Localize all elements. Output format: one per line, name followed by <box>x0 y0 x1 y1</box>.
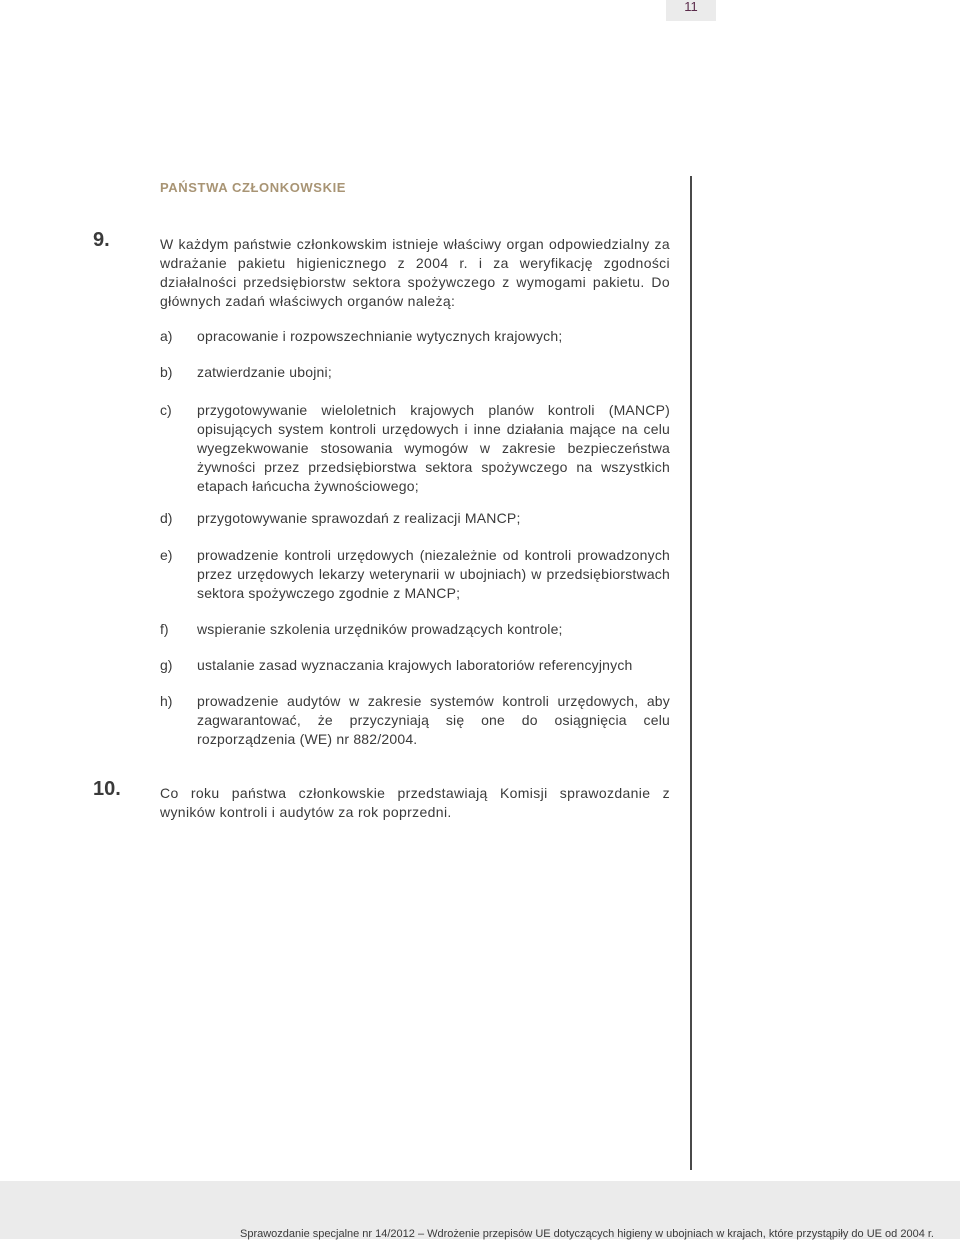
list-item-label: c) <box>160 402 172 418</box>
list-item-text: ustalanie zasad wyznaczania krajowych laboratoriów referencyjnych <box>197 657 633 673</box>
list-item-label: e) <box>160 547 173 563</box>
list-item-label: g) <box>160 657 173 673</box>
paragraph-10-text: Co roku państwa członkowskie przedstawiają Komisji sprawozdanie z wyników kontroli i audytów za rok poprzedni. <box>160 785 670 820</box>
list-item-text: zatwierdzanie ubojni; <box>197 364 332 380</box>
list-item-label: f) <box>160 621 169 637</box>
list-item-text: przygotowywanie sprawozdań z realizacji MANCP; <box>197 510 521 526</box>
page-footer <box>0 1181 960 1239</box>
footer-text: Sprawozdanie specjalne nr 14/2012 – Wdrożenie przepisów UE dotyczących higieny w ubojniach w krajach, które przystąpiły do UE od 2004 r. <box>240 1228 934 1240</box>
list-item-text: prowadzenie audytów w zakresie systemów kontroli urzędowych, aby zagwarantować, że przyczyniają się one do osiągnięcia celu rozporządzenia (WE) nr 882/2004. <box>197 693 670 747</box>
page-number: 11 <box>684 0 698 14</box>
list-item-text: wspieranie szkolenia urzędników prowadzących kontrole; <box>197 621 563 637</box>
list-item-label: b) <box>160 364 173 380</box>
list-item-label: h) <box>160 693 173 709</box>
page-number-tab <box>666 0 716 21</box>
list-item-text: przygotowywanie wieloletnich krajowych planów kontroli (MANCP) opisujących system kontroli urzędowych i inne działania mające na celu wyegzekwowanie stosowania wymogów w zakresie bezpieczeństwa żywności przez przedsiębiorstwa sektora spożywczego na wszystkich etapach łańcucha żywnościowego; <box>197 402 670 494</box>
paragraph-9-number: 9. <box>93 229 110 251</box>
section-heading: PAŃSTWA CZŁONKOWSKIE <box>160 180 347 195</box>
margin-divider <box>690 176 692 1170</box>
paragraph-9-text: W każdym państwie członkowskim istnieje właściwy organ odpowiedzialny za wdrażanie pakietu higienicznego z 2004 r. i za weryfikację zgodności działalności przedsiębiorstw sektora spożywczego z wymogami pakietu. Do głównych zadań właściwych organów należą: <box>160 236 670 309</box>
list-item-text: prowadzenie kontroli urzędowych (niezależnie od kontroli prowadzonych przez urzędowych lekarzy weterynarii w ubojniach) w przedsiębiorstwach sektora spożywczego zgodnie z MANCP; <box>197 547 670 601</box>
list-item-label: d) <box>160 510 173 526</box>
list-item-label: a) <box>160 328 173 344</box>
paragraph-10-number: 10. <box>93 778 121 800</box>
list-item-text: opracowanie i rozpowszechnianie wytycznych krajowych; <box>197 328 563 344</box>
